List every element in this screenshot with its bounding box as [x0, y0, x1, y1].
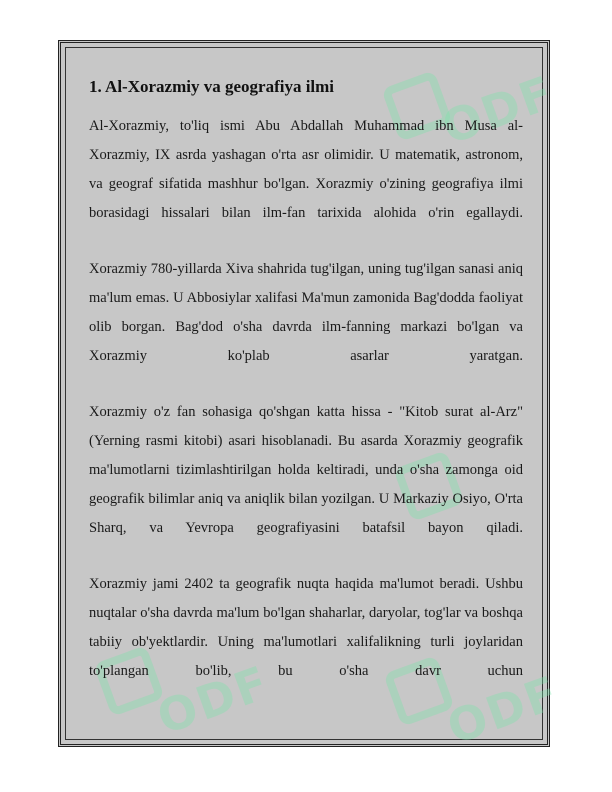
- document-page: [58, 40, 567, 755]
- paragraph-3: Xorazmiy o'z fan sohasiga qo'shgan katta hissa - "Kitob surat al-Arz" (Yerning rasmi kitobi) asari hisoblanadi. Bu asarda Xorazmiy geografik ma'lumotlarni tizimlashtirilgan holda keltiradi, unda o'sha zamonga oid geografik bilimlar aniq va aniqlik bilan yozilgan. U Markaziy Osiyo, O'rta Sharq, va Yevropa geografiyasini batafsil bayon qiladi.: [89, 404, 523, 536]
- paragraph-2: Xorazmiy 780-yillarda Xiva shahrida tug'ilgan, uning tug'ilgan sanasi aniq ma'lum emas. U Abbosiylar xalifasi Ma'mun zamonida Bag'dodda faoliyat olib borgan. Bag'dod o'sha davrda ilm-fanning markazi bo'lgan va Xorazmiy ko'plab asarlar yaratgan.: [89, 261, 523, 364]
- paragraph-4: Xorazmiy jami 2402 ta geografik nuqta haqida ma'lumot beradi. Ushbu nuqtalar o'sha davrda ma'lum bo'lgan shaharlar, daryolar, tog'lar va boshqa tabiiy ob'yektlardir. Uning ma'lumotlari xalifalikning turli joylaridan to'plangan bo'lib, bu o'sha davr uchun: [89, 576, 523, 679]
- paragraph-1: Al-Xorazmiy, to'liq ismi Abu Abdallah Muhammad ibn Musa al-Xorazmiy, IX asrda yashagan o'rta asr olimidir. U matematik, astronom, va geograf sifatida mashhur bo'lgan. Xorazmiy o'zining geografiya ilmi borasidagi hissalari bilan ilm-fan tarixida alohida o'rin egallaydi.: [89, 118, 523, 221]
- section-heading: 1. Al-Xorazmiy va geografiya ilmi: [89, 77, 335, 96]
- document-content: [89, 76, 523, 713]
- watermark-text-top: ODF: [435, 65, 562, 155]
- watermark-text-bottom: ODF: [150, 655, 277, 745]
- watermark-text-bottom-right: ODF: [440, 665, 567, 755]
